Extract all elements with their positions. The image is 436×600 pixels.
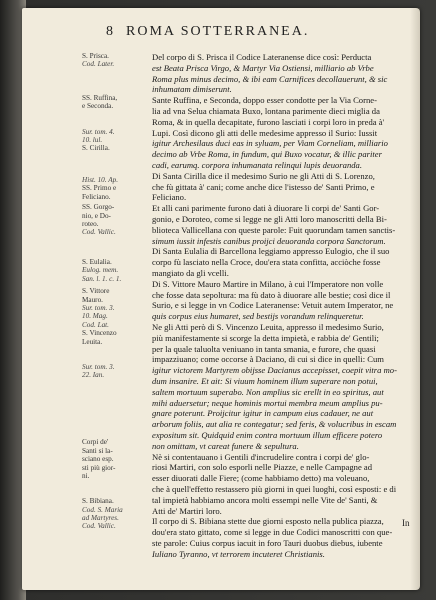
text-line: Di S. Vittore Mauro Martire in Milano, à cui l'Imperatore non volle (152, 278, 384, 289)
margin-note: Sur. tom. 3. (82, 304, 115, 312)
text-line: Del corpo di S. Prisca il Codice Lateranense dice così: Perducta (152, 52, 372, 62)
text-line: expositum sit. Quidquid enim contra mortuum illum efficere potero (152, 430, 383, 440)
margin-note: Eulog. mem. (82, 266, 119, 275)
text-line: igitur victorem Martyrem obijsse Dacianus accepisset, coepit vitra mo- (152, 365, 397, 376)
text-line: simum iussit infestis canibus proijci deuoranda corpora Sanctorum. (152, 235, 386, 246)
margin-note: S. Cirilla. (82, 144, 110, 153)
margin-note: S. Prisca. (82, 52, 109, 60)
margin-note: Sur. tom. 3. (82, 362, 115, 371)
margin-note: Cod. Vallic. (82, 522, 116, 531)
margin-note: roteo. (82, 220, 99, 228)
running-head: ROMA SOTTERRANEA. (126, 24, 310, 39)
margin-note: Cod. Vallic. (82, 228, 116, 237)
margin-note: e Seconda. (82, 102, 114, 111)
catchword: In (402, 518, 410, 528)
margin-note: 22. Ian. (82, 371, 105, 380)
text-line: Di Santa Cirilla dice il medesimo Surio ne gli Atti di S. Lorenzo, (152, 170, 375, 181)
margin-note: SS. Gorgo- (82, 203, 115, 212)
margin-notes (82, 52, 154, 532)
text-line: igitur Archesilaus duci eas in syluam, per Viam Corneliam, milliario (152, 138, 388, 149)
text-line: Et alli cani parimente furono dati à diuorare li corpi de' Santi Gor- (152, 203, 380, 214)
text-line: Sante Ruffina, e Seconda, doppo esser condotte per la Via Corne- (152, 95, 377, 106)
margin-note: S. Eulalia. (82, 257, 112, 266)
text-line: esser diuorati dalle Fiere; (come habbiamo detto) ma voleuano, (152, 473, 370, 484)
text-line: gnare poterunt. Proijcitur igitur in campum eius cadauer, ne aut (152, 408, 374, 419)
margin-note: Corpi de' (82, 438, 109, 447)
text-line: inhumatam dimiserunt. (152, 84, 232, 95)
text-line: est Beata Prisca Virgo, & Martyr Via Ostiensi, milliario ab Vrbe (152, 62, 374, 73)
text-line: Il corpo di S. Bibiana stette due giorni esposto nella publica piazza, (152, 516, 384, 527)
margin-note: San. l. 1. c. 1. (82, 274, 122, 283)
margin-note: Mauro. (82, 295, 103, 304)
margin-note: 10. Mag. (82, 312, 108, 321)
margin-note: Leuita. (82, 337, 103, 346)
text-line: corpo fù lasciato nella Croce, dou'era stata confitta, acciòche fosse (152, 257, 381, 268)
text-line: ste parole: Cuius corpus iacuit in foro Tauri duobus diebus, iubente (152, 538, 383, 548)
text-line: non omittam, vt careat funere & sepultura. (152, 440, 299, 451)
text-line: dou'era stato gittato, come si legge in due Codici manoscritti con que- (152, 527, 393, 538)
text-line: Roma, & in quella decapitate, furono lasciati i corpi loro in preda à' (152, 116, 385, 127)
margin-note: Cod. Lat. (82, 320, 109, 329)
text-line: saltem mortuum superabo. Non amplius sic erellt in eo spiritus, aut (152, 386, 384, 397)
margin-note: S. Vincenzo (82, 329, 117, 338)
margin-note: S. Bibiana. (82, 497, 114, 506)
page-header (106, 24, 406, 42)
book-page (22, 8, 420, 590)
margin-note: Cod. Later. (82, 60, 115, 69)
text-line: cadi, earumq. corpora inhumanata relinqui lupis deuoranda. (152, 160, 362, 170)
margin-note: SS. Ruffina, (82, 94, 118, 102)
text-line: dum insanire. Et ait: Si viuum hominem illum superare non potui, (152, 376, 378, 386)
text-line: che à quell'effetto restassero più giorni in quei luoghi, così esposti: e di (152, 484, 397, 494)
text-line: Ne gli Atti però di S. Vincenzo Leuita, appresso il medesimo Surio, (152, 322, 384, 332)
text-line: Lupi. Così dicono gli atti delle medesime appresso il Surio: Iussit (152, 127, 378, 138)
margin-note: Cod. S. Maria (82, 505, 123, 514)
text-line: mihi aduersetur; neque hominis mortui membra meum amplius pu- (152, 397, 383, 408)
margin-note: Santi si la- (82, 446, 113, 455)
text-line: Di Santa Eulalia di Barcellona leggiamo appresso Eulogio, che il suo (152, 246, 390, 257)
margin-note: 10. lul. (82, 136, 103, 144)
body-text (152, 52, 410, 559)
margin-note: sti più gior- (82, 463, 116, 472)
margin-note: sciano esp. (82, 455, 114, 464)
text-line: tal impietà habbiamo ancora molti essempi nelle Vite de' Santi, & (152, 494, 378, 505)
margin-note: Hist. 10. Ap. (82, 175, 119, 184)
text-line: Atti de' Martiri loro. (152, 505, 222, 516)
text-line: quis corpus eius humaret, sed bestijs vorandum relinqueretur. (152, 311, 364, 322)
margin-note: Feliciano. (82, 192, 111, 201)
text-line: gonio, e Doroteo, come si legge ne gli Atti loro manoscritti della Bi- (152, 214, 387, 224)
text-line: lia ad vna Selua chiamata Buxo, lontana parimente dieci miglia da (152, 106, 380, 116)
margin-note: ad Martyres. (82, 514, 119, 522)
text-line: Roma plus minus decimo, & ibi eam Carnifices decollauerunt, & sic (152, 73, 388, 84)
margin-note: ni. (82, 472, 90, 480)
text-line: per la quale taluolta veniuano in tanta smania, e furore, che quasi (152, 343, 376, 354)
text-line: Feliciano. (152, 192, 187, 203)
text-line: riosi Martiri, con solo esporli nelle Piazze, e nelle Campagne ad (152, 462, 373, 473)
text-line: più manifestamente si scorge la detta impietà, e rabbia de' Gentili; (152, 332, 379, 343)
text-line: decimo ab Vrbe Roma, in fundum, qui Buxo vocatur, & illic pariter (152, 149, 382, 160)
text-line: blioteca Vallicellana con queste parole: Fuit quorundam tamen sanctis- (152, 224, 396, 235)
margin-note: Sur. tom. 4. (82, 127, 115, 136)
margin-note: S. Vittore (82, 287, 110, 296)
text-line: che fosse data sepoltura: ma fù dato à diuorare alle bestie; così dice il (152, 289, 391, 300)
text-line: impazziuano; come occorse à Daciano, di cui si dice in quelli: Cum (152, 354, 384, 365)
margin-note: nio, e Do- (82, 211, 111, 220)
margin-note: SS. Primo e (82, 184, 117, 193)
page-number: 8 (106, 24, 113, 39)
text-line: mangiato da gli vcelli. (152, 268, 229, 278)
text-line: che fù gittata à' cani; come anche dice l'istesso de' Santi Primo, e (152, 181, 375, 192)
text-line: Iuliano Tyranno, vt terrorem incuteret Christianis. (152, 548, 325, 559)
text-line: arborum foliis, aut alia re contegatur; sed feris, & volucribus in escam (152, 419, 397, 430)
text-line: Surio, e si legge in vn Codice Lateranense: Vetuit autem Imperator, ne (152, 300, 394, 311)
text-line: Nè si contentauano i Gentili d'incrudelire contra i corpi de' glo- (152, 451, 370, 462)
